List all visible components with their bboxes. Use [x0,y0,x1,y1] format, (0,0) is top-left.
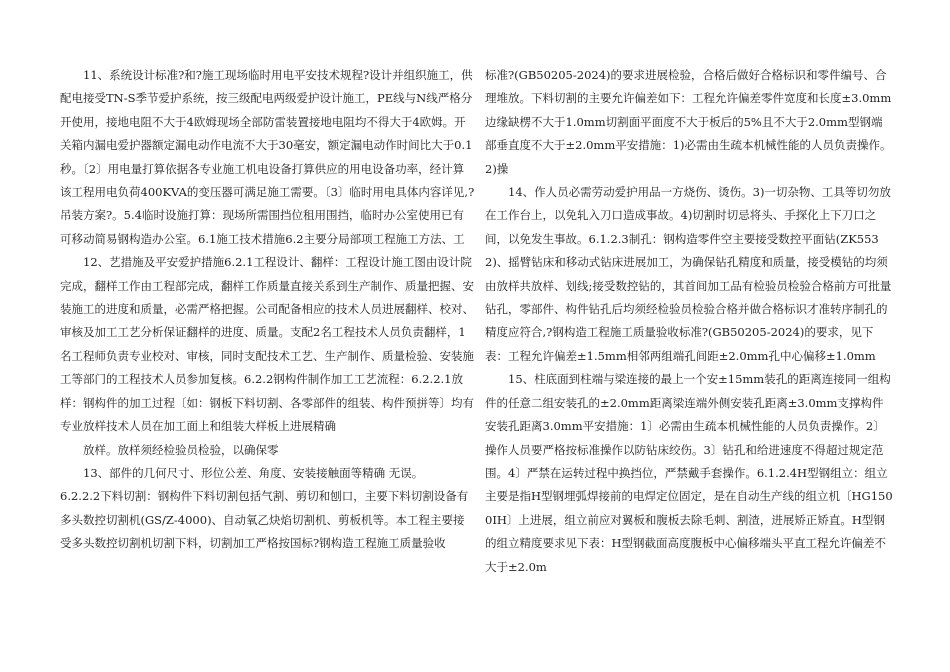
paragraph-14: 14、作人员必需劳动爱护用品一方烧伤、烫伤。3)一切杂物、工具等切勿放在工作台上，以免轧入刀口造成事故。4)切割时切忌将头、手探化上下刀口之间，以免发生事故。6.1.2.3制孔：钢构造零件空主要接受数控平面钻(ZK5532)、摇臂钻床和移动式钻床进展加工，为确保钻孔精度和质量，接受模钻的均须由放样共放样、划线;接受数控钻的，其首间加工品有检验员检验合格前方可批量钻孔，零部件、构件钻孔后均须经检验员检验合格并做合格标识才准转序制孔的精度应符合,?钢构造工程施工质量验收标准?(GB50205-2024)的要求，见下表：工程允许偏差±1.5mm相邻两组端孔间距±2.0mm孔中心偏移±1.0mm [485,185,892,363]
paragraph-13: 13、部件的几何尺寸、形位公差、角度、安装接触面等精确 无误。 [83,465,424,480]
right-column [485,64,893,579]
paragraph-11: 11、系统设计标准?和?施工现场临时用电平安技术规程?设计并组织施工，供配电接受TN-S季节爱护系统，按三级配电两级爱护设计施工，PE线与N线严格分开使用，接地电阻不大于4欧姆现场全部防雷装置接地电阻均不得大于4欧姆。开关箱内漏电爱护器额定漏电动作电流不大于30毫安，额定漏电动作时间比大于0.1秒。〔2〕用电量打算依据各专业施工机电设备打算供应的用电设备功率，经计算该工程用电负荷400KVA的变压器可满足施工需要。〔3〕临时用电具体内容详见,?吊装方案?。5.4临时设施打算：现场所需围挡位租用围挡，临时办公室使用已有可移动简易钢构造办公室。6.1施工技术措施6.2主要分局部项工程施工方法、工 [60,68,475,246]
paragraph-continued: 标准?(GB50205-2024)的要求进展检验，合格后做好合格标识和零件编号、合理堆放。下料切割的主要允许偏差如下：工程允许偏差零件宽度和长度±3.0mm边缘缺楞不大于1.0mm切割面平面度不大于板后的5%且不大于2.0mm型钢端部垂直度不大于±2.0mm平安措施：1)必需由生疏本机械性能的人员负责操作。2)操 [485,68,892,176]
left-column [60,64,475,556]
paragraph-12-continued: 放样。放样须经检验员检验，以确保零 [83,442,279,457]
paragraph-12: 12、艺措施及平安爱护措施6.2.1工程设计、翻样：工程设计施工图由设计院完成，翻样工作由工程部完成，翻样工作质量直接关系到生产制作、质量把握、安装施工的进度和质量，必需严格把握。公司配备相应的技术人员进展翻样、校对、审核及加工工艺分析保证翻样的进度、质量。支配2名工程技术人员负责翻样，1名工程师负责专业校对、审核，同时支配技术工艺、生产制作、质量检验、安装施工等部门的工程技术人员参加复核。6.2.2钢构件制作加工工艺流程：6.2.2.1放样：钢构件的加工过程〔如：钢板下料切割、各零部件的组装、构件预拼等〕均有专业放样技术人员在加工面上和组装大样板上进展精确 [60,255,474,434]
paragraph-15: 15、柱底面到柱端与梁连接的最上一个安±15mm装孔的距离连接同一组构件的任意二组安装孔的±2.0mm距离梁连端外侧安装孔距离±3.0mm支撑构件安装孔距离3.0mm平安措施：1〕必需由生疏本机械性能的人员负责操作。2〕操作人员要严格按标准操作以防钻床绞伤。3〕钻孔和给进速度不得超过规定范围。4〕严禁在运转过程中换挡位，严禁戴手套操作。6.1.2.4H型钢组立：组立主要是指H型钢埋弧焊接前的电焊定位固定，是在自动生产线的组立机〔HG1500IH〕上进展，组立前应对翼板和腹板去除毛刺、割渣，进展矫正矫直。H型钢的组立精度要求见下表：H型钢截面高度腹板中心偏移端头平直工程允许偏差不大于±2.0m [485,372,893,574]
paragraph-6-2-2-2: 6.2.2.2下料切割：钢构件下料切割包括气割、剪切和刨口，主要下料切割设备有多头数控切割机(GS/Z-4000)、自动氧乙炔焰切割机、剪板机等。本工程主要接受多头数控切割机切割下料，切割加工严格按国标?钢构造工程施工质量验收 [60,489,469,551]
